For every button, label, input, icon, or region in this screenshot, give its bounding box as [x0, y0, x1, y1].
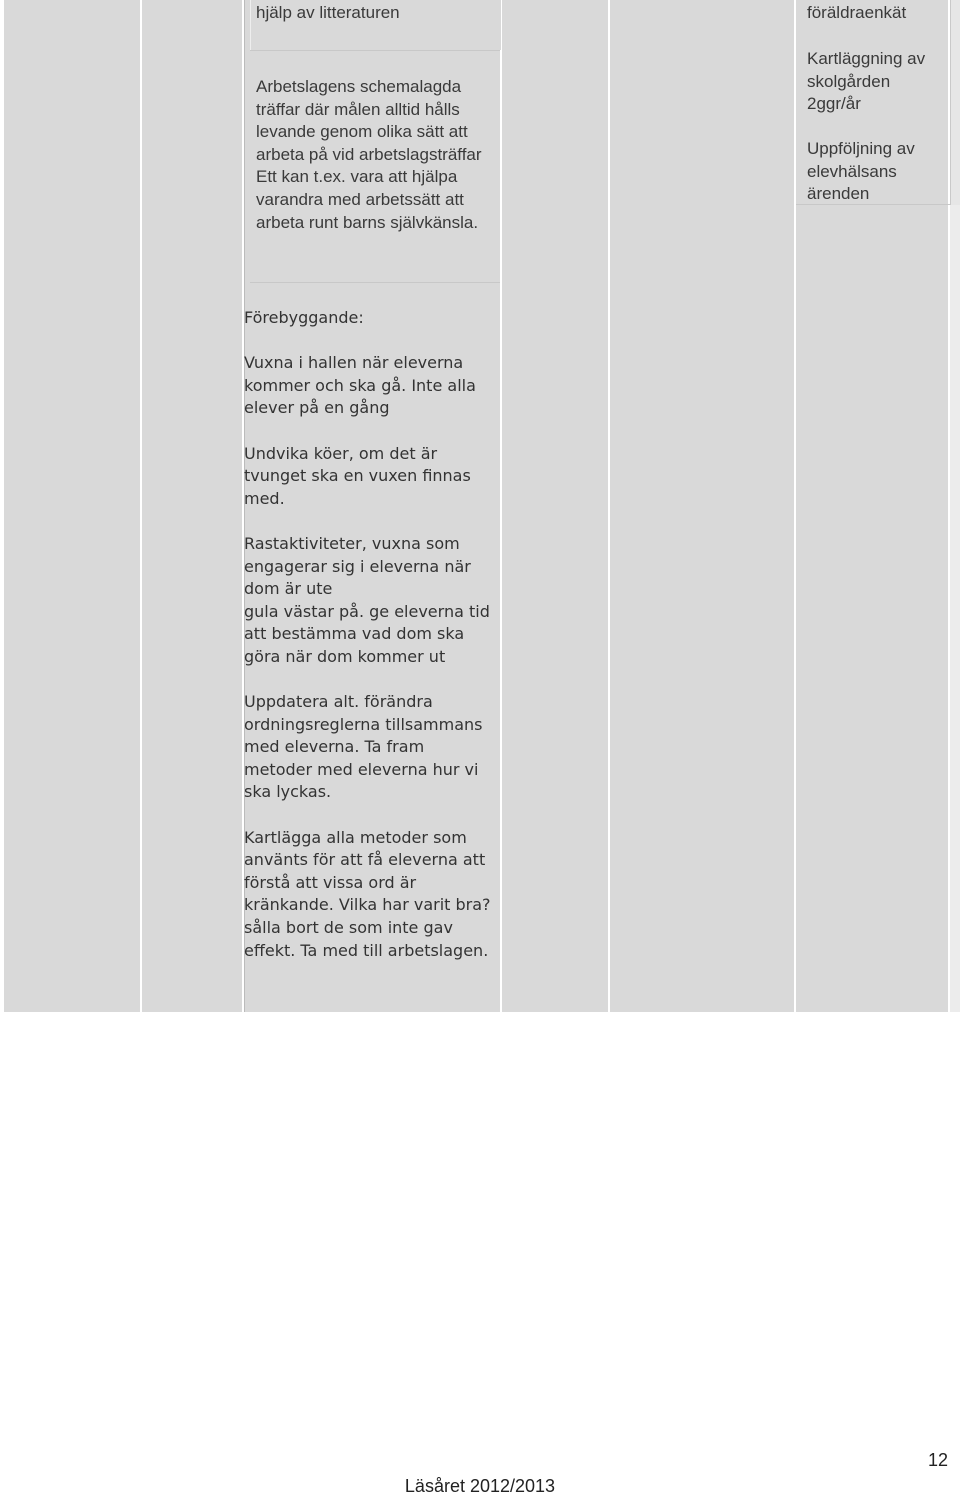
text-line: förstå att vissa ord är	[244, 872, 417, 892]
text-line: metoder med eleverna hur vi	[244, 759, 479, 779]
uppfoljning-block	[807, 138, 915, 206]
text-line: dom är ute	[244, 579, 333, 599]
text-line: arbeta på vid arbetslagsträffar	[256, 144, 482, 164]
text-line: elever på en gång	[244, 398, 390, 418]
text-line: göra när dom kommer ut	[244, 646, 446, 666]
text-line: Ett kan t.ex. vara att hjälpa	[256, 167, 458, 187]
cell-foraldraenkat: föräldraenkät	[807, 3, 907, 22]
cell-divider	[250, 282, 500, 283]
cell-divider	[250, 50, 500, 51]
table-column-2	[142, 0, 242, 1012]
text-line: 2ggr/år	[807, 94, 861, 114]
text-line: elevhälsans	[807, 161, 897, 181]
text-line: Uppföljning av	[807, 139, 915, 158]
text-line: Kartlägga alla metoder som	[244, 827, 467, 847]
text-line: effekt. Ta med till arbetslagen.	[244, 940, 489, 960]
text-line: med eleverna. Ta fram	[244, 737, 425, 757]
text-line: engagerar sig i eleverna när	[244, 556, 471, 576]
text-line: kommer och ska gå. Inte alla	[244, 375, 476, 395]
text-line: varandra med arbetssätt att	[256, 189, 464, 209]
text-line: använts för att få eleverna att	[244, 850, 486, 870]
section-heading: Förebyggande:	[244, 308, 364, 327]
text-line: Uppdatera alt. förändra	[244, 692, 433, 712]
text-line: sålla bort de som inte gav	[244, 918, 453, 938]
paragraph	[244, 691, 491, 804]
text-line: Arbetslagens schemalagda	[256, 77, 462, 96]
text-line: att bestämma vad dom ska	[244, 624, 465, 644]
kartlaggning-block	[807, 48, 925, 116]
forebyggande-section	[244, 307, 491, 985]
cell-heading-litteraturen: hjälp av litteraturen	[256, 3, 400, 22]
text-line: träffar där målen alltid hålls	[256, 99, 460, 119]
text-line: gula västar på. ge eleverna tid	[244, 601, 490, 621]
page-number: 12	[927, 1450, 948, 1470]
paragraph	[244, 533, 491, 669]
text-line: ska lyckas.	[244, 782, 332, 802]
table-column-5	[610, 0, 794, 1012]
paragraph	[244, 827, 491, 963]
text-line: skolgården	[807, 71, 891, 91]
text-line: Kartläggning av	[807, 49, 926, 68]
paragraph	[244, 352, 491, 420]
text-line: tvunget ska en vuxen finnas	[244, 466, 471, 486]
text-line: Rastaktiviteter, vuxna som	[244, 533, 460, 553]
text-line: ordningsreglerna tillsammans	[244, 714, 483, 734]
table-edge	[950, 0, 960, 205]
paragraph	[244, 443, 491, 511]
text-line: Undvika köer, om det är	[244, 443, 438, 463]
text-line: med.	[244, 488, 285, 508]
text-line: kränkande. Vilka har varit bra?	[244, 895, 491, 915]
text-line: ärenden	[807, 184, 870, 204]
text-line: arbeta runt barns självkänsla.	[256, 212, 479, 232]
text-line: levande genom olika sätt att	[256, 122, 468, 142]
arbetslag-paragraph	[256, 76, 500, 234]
page-footer: Läsåret 2012/2013	[404, 1476, 556, 1496]
text-line: Vuxna i hallen när eleverna	[244, 353, 464, 373]
table-column-4	[502, 0, 608, 1012]
table-column-1	[4, 0, 140, 1012]
